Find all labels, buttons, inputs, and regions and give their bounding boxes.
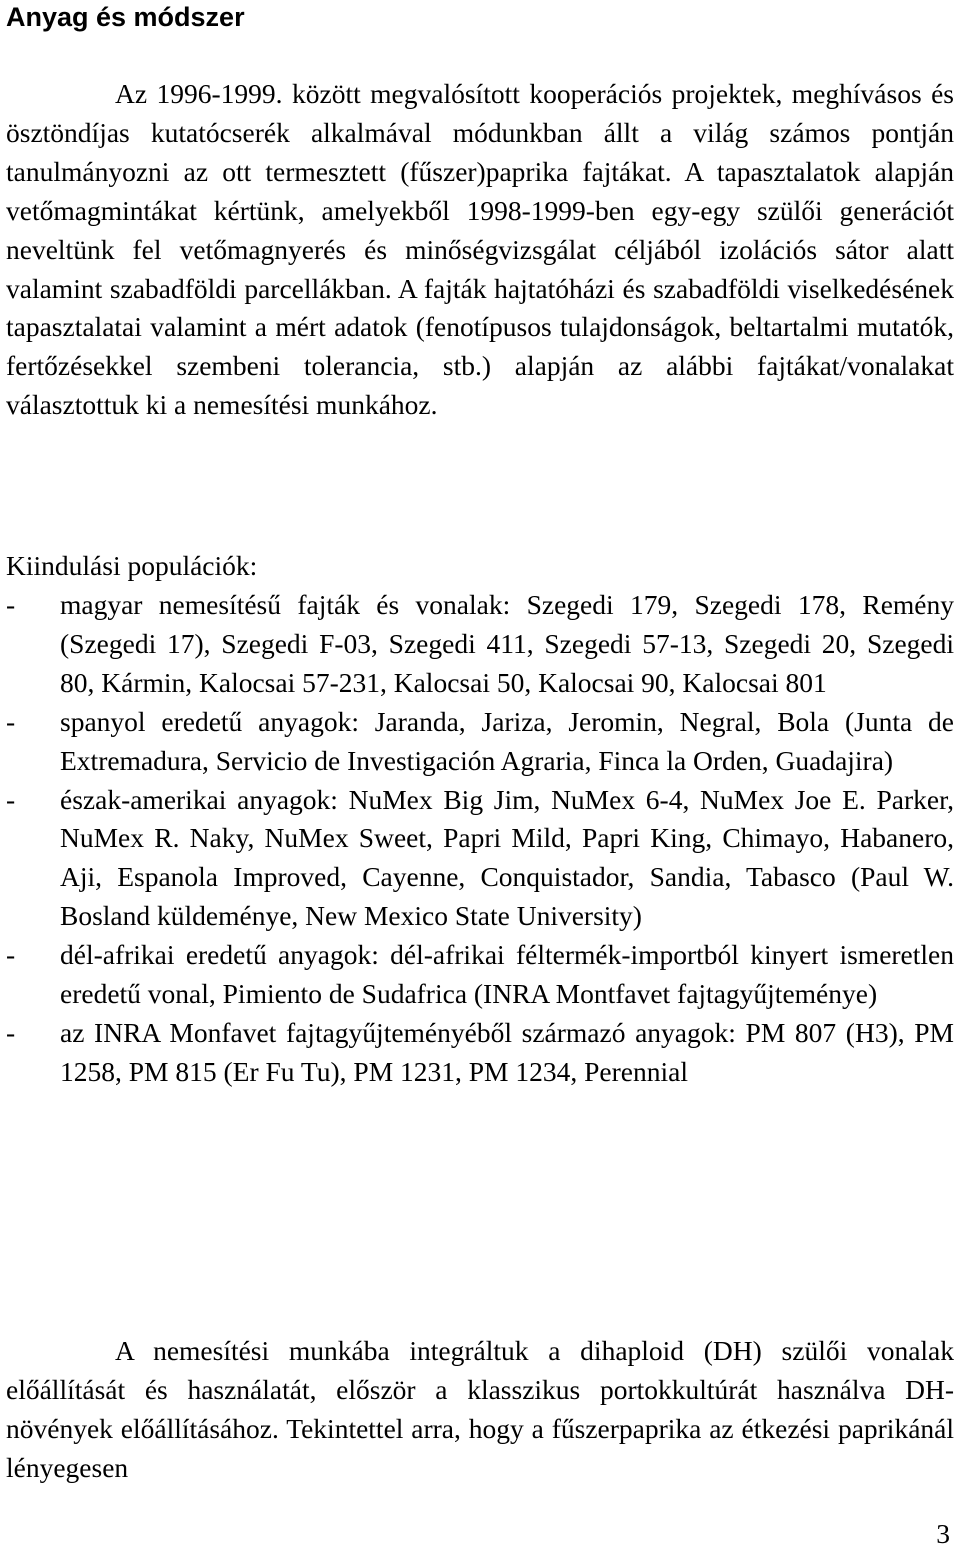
dh-paragraph: A nemesítési munkába integráltuk a dihaploid (DH) szülői vonalak előállítását és használatát, először a klasszikus portokkultúrát használva DH-növények előállításához. Tekintettel arra, hogy a fűszerpaprika az étkezési paprikánál lényegesen [6,1335,954,1483]
section-heading: Anyag és módszer [6,2,245,32]
list-item [6,1014,954,1092]
list-item-text: spanyol eredetű anyagok: Jaranda, Jariza, Jeromin, Negral, Bola (Junta de Extremadura, Servicio de Investigación Agraria, Finca la Orden, Guadajira) [60,705,954,776]
list-item [6,703,954,781]
list-dash: - [6,589,16,620]
list-item-text: észak-amerikai anyagok: NuMex Big Jim, NuMex 6-4, NuMex Joe E. Parker, NuMex R. Naky, NuMex Sweet, Papri Mild, Papri King, Chimayo, Habanero, Aji, Espanola Improved, Cayenne, Conquistador, Sandia, Tabasco (Paul W. Bosland küldeménye, New Mexico State University) [60,783,954,932]
page-number: 3 [936,1518,950,1549]
list-dash: - [6,705,16,737]
list-item-text: az INRA Monfavet fajtagyűjteményéből származó anyagok: PM 807 (H3), PM 1258, PM 815 (Er Fu Tu), PM 1231, PM 1234, Perennial [60,1016,954,1087]
list-dash: - [6,783,16,815]
list-dash: - [6,1016,16,1048]
list-item-text: magyar nemesítésű fajták és vonalak: Szegedi 179, Szegedi 178, Remény (Szegedi 17), Szegedi F-03, Szegedi 411, Szegedi 57-13, Szegedi 20, Szegedi 80, Kármin, Kalocsai 57-231, Kalocsai 50, Kalocsai 90, Kalocsai 801 [60,589,954,698]
intro-paragraph: Az 1996-1999. között megvalósított kooperációs projektek, meghívásos és ösztöndíjas kutatócserék alkalmával módunkban állt a világ számos pontján tanulmányozni az ott termesztett (fűszer)paprika fajtákat. A tapasztalatok alapján vetőmagmintákat kértünk, amelyekből 1998-1999-ben egy-egy szülői generációt neveltünk fel vetőmagnyerés és minőségvizsgálat céljából izolációs sátor alatt valamint szabadföldi parcellákban. A fajták hajtatóházi és szabadföldi viselkedésének tapasztalatai valamint a mért adatok (fenotípusos tulajdonságok, beltartalmi mutatók, fertőzésekkel szembeni tolerancia, stb.) alapján az alábbi fajtákat/vonalakat választottuk ki a nemesítési munkához. [6,78,954,421]
list-item [6,586,954,703]
populations-label: Kiindulási populációk: [6,550,258,581]
list-item-text: dél-afrikai eredetű anyagok: dél-afrikai féltermék-importból kinyert ismeretlen eredetű vonal, Pimiento de Sudafrica (INRA Montfavet fajtagyűjteménye) [60,939,954,1010]
list-item [6,936,954,1014]
list-item [6,781,954,937]
list-dash: - [6,939,16,971]
populations-list [6,586,954,1092]
